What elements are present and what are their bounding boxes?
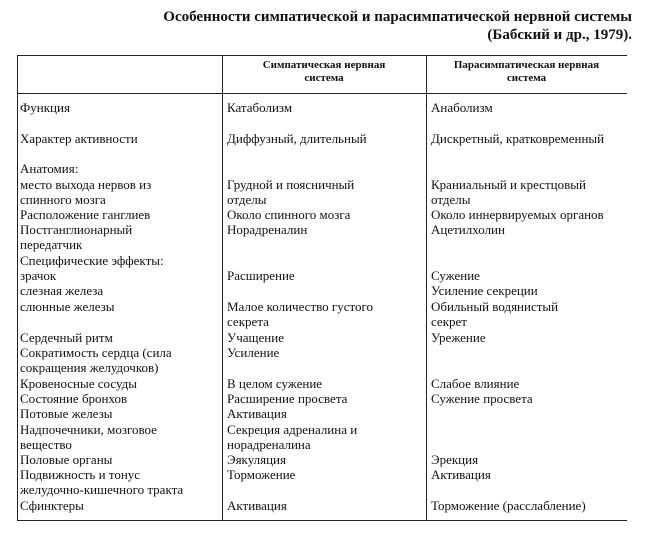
table-cell-col1: слезная железа	[20, 283, 104, 298]
header-parasympathetic: Парасимпатическая нервная система	[453, 59, 600, 84]
table-cell-col1: желудочно-кишечного тракта	[20, 482, 184, 497]
table-cell-col1: Надпочечники, мозговое	[20, 422, 157, 437]
table-cell-col3: Усиление секреции	[431, 283, 538, 298]
column-divider-1	[222, 55, 223, 521]
table-cell-col2: норадреналина	[227, 437, 311, 452]
header-bottom-border	[17, 93, 627, 94]
table-cell-col2: Учащение	[227, 330, 284, 345]
table-cell-col2: Усиление	[227, 345, 280, 360]
table-cell-col1: Специфические эффекты:	[20, 253, 164, 268]
table-cell-col1: Функция	[20, 100, 70, 115]
header-sympathetic: Симпатическая нервная система	[262, 59, 386, 84]
table-cell-col1: Постганглионарный	[20, 222, 133, 237]
table-cell-col3: Около иннервируемых органов	[431, 207, 604, 222]
table-cell-col2: Малое количество густого	[227, 299, 374, 314]
table-cell-col2: Активация	[227, 406, 287, 421]
table-cell-col2: Расширение просвета	[227, 391, 348, 406]
table-cell-col3: Краниальный и крестцовый	[431, 177, 586, 192]
table-cell-col3: Активация	[431, 467, 491, 482]
table-cell-col2: В целом сужение	[227, 376, 323, 391]
table-cell-col2: Расширение	[227, 268, 295, 283]
column-divider-2	[426, 55, 427, 521]
table-cell-col1: Потовые железы	[20, 406, 113, 421]
comparison-table	[17, 55, 627, 521]
table-cell-col3: Дискретный, кратковременный	[431, 131, 605, 146]
table-cell-col1: спинного мозга	[20, 192, 106, 207]
table-cell-col2: Диффузный, длительный	[227, 131, 367, 146]
table-cell-col3: Сужение	[431, 268, 480, 283]
table-cell-col1: слюнные железы	[20, 299, 115, 314]
table-cell-col1: Анатомия:	[20, 161, 79, 176]
table-cell-col1: Подвижность и тонус	[20, 467, 141, 482]
table-cell-col2: секрета	[227, 314, 269, 329]
table-cell-col2: Активация	[227, 498, 287, 513]
table-cell-col1: Расположение ганглиев	[20, 207, 151, 222]
table-cell-col1: сокращения желудочков)	[20, 360, 159, 375]
table-cell-col1: Характер активности	[20, 131, 138, 146]
table-cell-col3: Урежение	[431, 330, 486, 345]
table-cell-col1: Сердечный ритм	[20, 330, 113, 345]
table-cell-col1: Сократимость сердца (сила	[20, 345, 172, 360]
table-cell-col1: Кровеносные сосуды	[20, 376, 137, 391]
table-cell-col3: отделы	[431, 192, 471, 207]
table-cell-col2: отделы	[227, 192, 267, 207]
table-cell-col3: Торможение (расслабление)	[431, 498, 586, 513]
table-cell-col3: Ацетилхолин	[431, 222, 505, 237]
table-cell-col2: Норадреналин	[227, 222, 308, 237]
table-bottom-border	[17, 520, 627, 521]
table-cell-col1: зрачок	[20, 268, 57, 283]
table-cell-col1: Половые органы	[20, 452, 113, 467]
table-cell-col1: передатчик	[20, 237, 83, 252]
table-cell-col1: место выхода нервов из	[20, 177, 152, 192]
table-top-border	[17, 55, 627, 56]
table-cell-col3: Обильный водянистый	[431, 299, 559, 314]
table-cell-col1: вещество	[20, 437, 72, 452]
table-cell-col1: Состояние бронхов	[20, 391, 128, 406]
table-cell-col1: Сфинктеры	[20, 498, 84, 513]
table-cell-col3: секрет	[431, 314, 467, 329]
left-border	[17, 55, 18, 521]
table-cell-col3: Слабое влияние	[431, 376, 520, 391]
table-cell-col2: Грудной и поясничный	[227, 177, 355, 192]
document-source: (Бабский и др., 1979).	[487, 27, 632, 43]
table-cell-col3: Анаболизм	[431, 100, 493, 115]
table-cell-col3: Сужение просвета	[431, 391, 533, 406]
table-cell-col2: Секреция адреналина и	[227, 422, 358, 437]
table-cell-col2: Катаболизм	[227, 100, 293, 115]
document-title: Особенности симпатической и парасимпатической нервной системы	[163, 9, 632, 25]
table-cell-col2: Около спинного мозга	[227, 207, 351, 222]
table-cell-col2: Эякуляция	[227, 452, 286, 467]
table-cell-col2: Торможение	[227, 467, 296, 482]
table-cell-col3: Эрекция	[431, 452, 479, 467]
